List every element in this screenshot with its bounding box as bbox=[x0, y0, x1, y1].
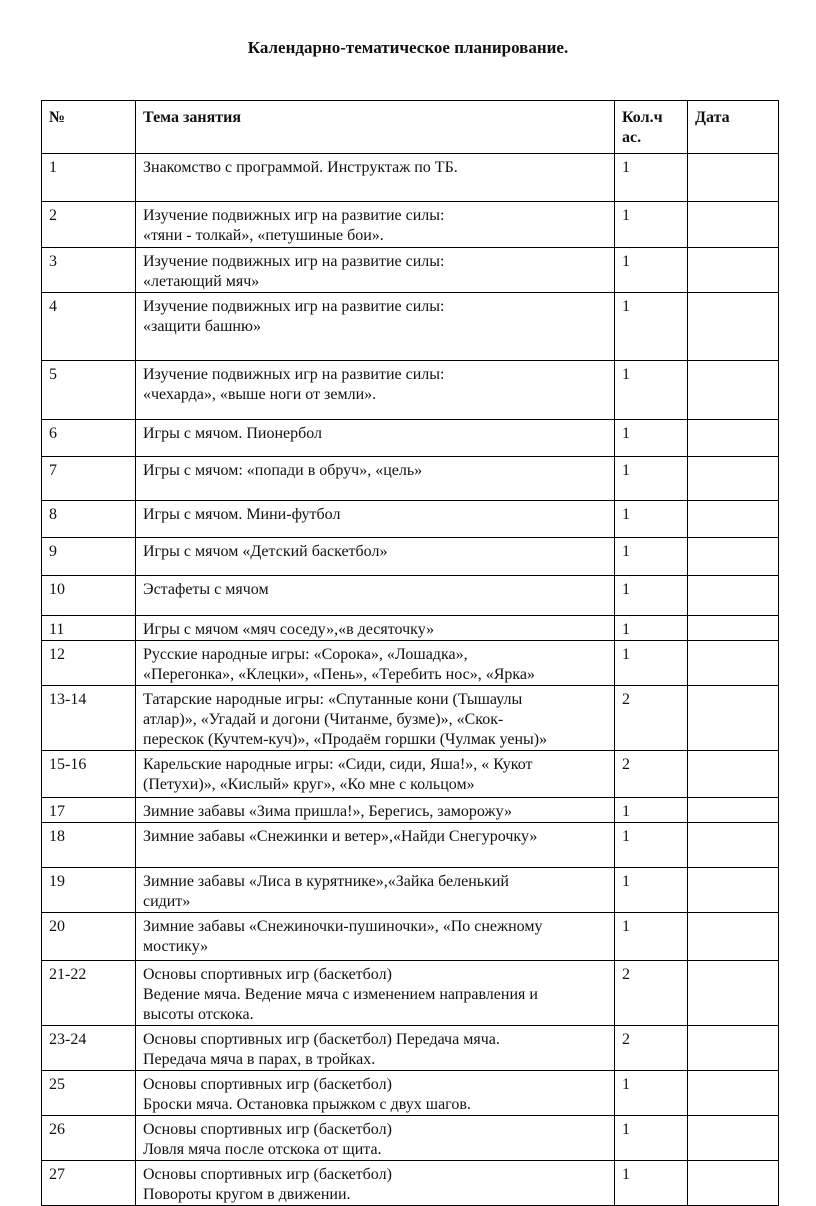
cell-topic: Татарские народные игры: «Спутанные кони (Тышаулы атлар)», «Угадай и догони (Читанме, бузме)», «Скок- перескок (Кучтем-куч)», «Продаём горшки (Чулмак уены)» bbox=[136, 686, 615, 751]
table-row bbox=[42, 1071, 779, 1116]
cell-hours: 1 bbox=[615, 420, 688, 457]
cell-date bbox=[688, 1116, 779, 1161]
table-row bbox=[42, 1116, 779, 1161]
cell-number: 9 bbox=[42, 538, 136, 576]
cell-number: 1 bbox=[42, 154, 136, 202]
table-row bbox=[42, 501, 779, 538]
cell-hours: 1 bbox=[615, 1161, 688, 1206]
cell-date bbox=[688, 576, 779, 616]
cell-topic: Зимние забавы «Лиса в курятнике»,«Зайка беленький сидит» bbox=[136, 868, 615, 913]
cell-hours: 1 bbox=[615, 868, 688, 913]
cell-hours: 1 bbox=[615, 1116, 688, 1161]
cell-date bbox=[688, 868, 779, 913]
cell-hours: 2 bbox=[615, 751, 688, 798]
cell-date bbox=[688, 1161, 779, 1206]
table-row bbox=[42, 202, 779, 248]
cell-number: 20 bbox=[42, 913, 136, 961]
cell-topic: Основы спортивных игр (баскетбол) Броски мяча. Остановка прыжком с двух шагов. bbox=[136, 1071, 615, 1116]
table-row bbox=[42, 686, 779, 751]
cell-number: 11 bbox=[42, 616, 136, 641]
cell-topic: Игры с мячом. Пионербол bbox=[136, 420, 615, 457]
cell-hours: 1 bbox=[615, 293, 688, 361]
cell-hours: 1 bbox=[615, 616, 688, 641]
cell-date bbox=[688, 501, 779, 538]
cell-topic: Эстафеты с мячом bbox=[136, 576, 615, 616]
cell-date bbox=[688, 961, 779, 1026]
cell-number: 5 bbox=[42, 361, 136, 420]
cell-number: 6 bbox=[42, 420, 136, 457]
cell-hours: 1 bbox=[615, 361, 688, 420]
cell-hours: 1 bbox=[615, 641, 688, 686]
cell-topic: Игры с мячом: «попади в обруч», «цель» bbox=[136, 457, 615, 501]
cell-number: 18 bbox=[42, 823, 136, 868]
table-row bbox=[42, 641, 779, 686]
table-header-row bbox=[42, 101, 779, 154]
cell-number: 15-16 bbox=[42, 751, 136, 798]
table-row bbox=[42, 361, 779, 420]
cell-date bbox=[688, 361, 779, 420]
cell-topic: Изучение подвижных игр на развитие силы: «защити башню» bbox=[136, 293, 615, 361]
table-row bbox=[42, 1161, 779, 1206]
cell-hours: 1 bbox=[615, 248, 688, 293]
cell-number: 4 bbox=[42, 293, 136, 361]
cell-topic: Изучение подвижных игр на развитие силы: «чехарда», «выше ноги от земли». bbox=[136, 361, 615, 420]
cell-topic: Игры с мячом «мяч соседу»,«в десяточку» bbox=[136, 616, 615, 641]
cell-date bbox=[688, 823, 779, 868]
cell-topic: Основы спортивных игр (баскетбол) Ловля мяча после отскока от щита. bbox=[136, 1116, 615, 1161]
table-row bbox=[42, 868, 779, 913]
cell-date bbox=[688, 202, 779, 248]
cell-number: 19 bbox=[42, 868, 136, 913]
cell-date bbox=[688, 420, 779, 457]
cell-date bbox=[688, 457, 779, 501]
table-row bbox=[42, 823, 779, 868]
cell-topic: Игры с мячом. Мини-футбол bbox=[136, 501, 615, 538]
table-row bbox=[42, 576, 779, 616]
cell-number: 26 bbox=[42, 1116, 136, 1161]
cell-date bbox=[688, 686, 779, 751]
table-row bbox=[42, 616, 779, 641]
cell-topic: Зимние забавы «Зима пришла!», Берегись, заморожу» bbox=[136, 798, 615, 823]
cell-topic: Основы спортивных игр (баскетбол) Передача мяча. Передача мяча в парах, в тройках. bbox=[136, 1026, 615, 1071]
cell-hours: 2 bbox=[615, 961, 688, 1026]
cell-date bbox=[688, 1026, 779, 1071]
cell-hours: 1 bbox=[615, 576, 688, 616]
cell-hours: 1 bbox=[615, 457, 688, 501]
cell-number: 8 bbox=[42, 501, 136, 538]
cell-topic: Зимние забавы «Снежинки и ветер»,«Найди Снегурочку» bbox=[136, 823, 615, 868]
header-hours: Кол.ч ас. bbox=[615, 101, 688, 154]
cell-date bbox=[688, 913, 779, 961]
cell-number: 25 bbox=[42, 1071, 136, 1116]
table-row bbox=[42, 798, 779, 823]
cell-hours: 1 bbox=[615, 798, 688, 823]
cell-date bbox=[688, 751, 779, 798]
cell-date bbox=[688, 293, 779, 361]
cell-hours: 1 bbox=[615, 913, 688, 961]
cell-date bbox=[688, 798, 779, 823]
cell-topic: Знакомство с программой. Инструктаж по ТБ. bbox=[136, 154, 615, 202]
cell-number: 17 bbox=[42, 798, 136, 823]
cell-date bbox=[688, 1071, 779, 1116]
cell-number: 13-14 bbox=[42, 686, 136, 751]
table-row bbox=[42, 248, 779, 293]
cell-topic: Зимние забавы «Снежиночки-пушиночки», «По снежному мостику» bbox=[136, 913, 615, 961]
table-row bbox=[42, 751, 779, 798]
cell-number: 21-22 bbox=[42, 961, 136, 1026]
cell-hours: 1 bbox=[615, 823, 688, 868]
table-row bbox=[42, 913, 779, 961]
cell-number: 3 bbox=[42, 248, 136, 293]
cell-number: 12 bbox=[42, 641, 136, 686]
cell-date bbox=[688, 616, 779, 641]
cell-hours: 2 bbox=[615, 686, 688, 751]
cell-hours: 1 bbox=[615, 501, 688, 538]
table-row bbox=[42, 1026, 779, 1071]
cell-hours: 1 bbox=[615, 1071, 688, 1116]
cell-topic: Основы спортивных игр (баскетбол) Повороты кругом в движении. bbox=[136, 1161, 615, 1206]
table-row bbox=[42, 420, 779, 457]
table-row bbox=[42, 457, 779, 501]
cell-topic: Изучение подвижных игр на развитие силы: «летающий мяч» bbox=[136, 248, 615, 293]
cell-number: 27 bbox=[42, 1161, 136, 1206]
table-row bbox=[42, 154, 779, 202]
cell-topic: Карельские народные игры: «Сиди, сиди, Яша!», « Кукот (Петухи)», «Кислый» круг», «Ко мне с кольцом» bbox=[136, 751, 615, 798]
table-row bbox=[42, 961, 779, 1026]
planning-table bbox=[41, 100, 779, 1206]
cell-topic: Игры с мячом «Детский баскетбол» bbox=[136, 538, 615, 576]
cell-topic: Русские народные игры: «Сорока», «Лошадка», «Перегонка», «Клецки», «Пень», «Теребить нос», «Ярка» bbox=[136, 641, 615, 686]
cell-hours: 2 bbox=[615, 1026, 688, 1071]
table-row bbox=[42, 293, 779, 361]
header-topic: Тема занятия bbox=[136, 101, 615, 154]
cell-date bbox=[688, 248, 779, 293]
table-row bbox=[42, 538, 779, 576]
header-number: № bbox=[42, 101, 136, 154]
cell-number: 7 bbox=[42, 457, 136, 501]
cell-number: 10 bbox=[42, 576, 136, 616]
cell-topic: Основы спортивных игр (баскетбол) Ведение мяча. Ведение мяча с изменением направления и высоты отскока. bbox=[136, 961, 615, 1026]
cell-hours: 1 bbox=[615, 154, 688, 202]
cell-hours: 1 bbox=[615, 538, 688, 576]
cell-hours: 1 bbox=[615, 202, 688, 248]
cell-date bbox=[688, 641, 779, 686]
cell-number: 2 bbox=[42, 202, 136, 248]
page-title: Календарно-тематическое планирование. bbox=[247, 38, 569, 57]
cell-number: 23-24 bbox=[42, 1026, 136, 1071]
cell-date bbox=[688, 154, 779, 202]
cell-topic: Изучение подвижных игр на развитие силы: «тяни - толкай», «петушиные бои». bbox=[136, 202, 615, 248]
cell-date bbox=[688, 538, 779, 576]
header-date: Дата bbox=[688, 101, 779, 154]
